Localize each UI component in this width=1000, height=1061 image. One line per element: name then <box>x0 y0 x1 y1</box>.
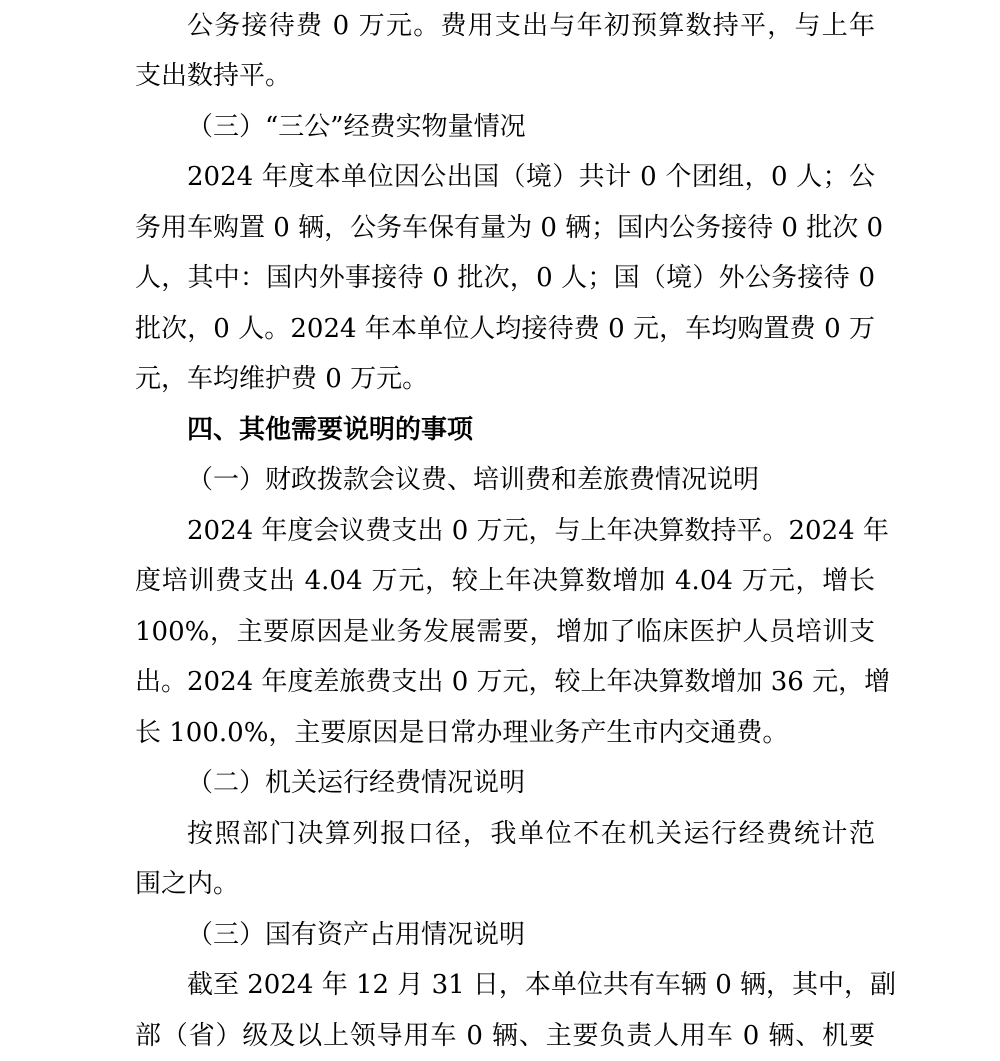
paragraph-line: 支出数持平。 <box>135 61 292 91</box>
section-heading: （一）财政拨款会议费、培训费和差旅费情况说明 <box>187 465 760 495</box>
paragraph-line: 元，车均维护费 0 万元。 <box>135 364 429 394</box>
section-heading: （二）机关运行经费情况说明 <box>187 768 526 798</box>
paragraph-line: 长 100.0%，主要原因是日常办理业务产生市内交通费。 <box>135 718 789 748</box>
section-heading: （三）“三公”经费实物量情况 <box>187 112 526 142</box>
paragraph-line: 100%，主要原因是业务发展需要，增加了临床医护人员培训支 <box>135 617 875 647</box>
paragraph-line: 批次，0 人。2024 年本单位人均接待费 0 元，车均购置费 0 万 <box>135 314 875 344</box>
paragraph-line: 截至 2024 年 12 月 31 日，本单位共有车辆 0 辆，其中，副 <box>187 970 896 1000</box>
paragraph-line: 部（省）级及以上领导用车 0 辆、主要负责人用车 0 辆、机要 <box>135 1021 875 1051</box>
paragraph-line: 2024 年度本单位因公出国（境）共计 0 个团组，0 人；公 <box>187 162 875 192</box>
paragraph-line: 2024 年度会议费支出 0 万元，与上年决算数持平。2024 年 <box>187 516 889 546</box>
paragraph-line: 公务接待费 0 万元。费用支出与年初预算数持平，与上年 <box>187 11 875 41</box>
chapter-heading: 四、其他需要说明的事项 <box>187 415 474 445</box>
paragraph-line: 出。2024 年度差旅费支出 0 万元，较上年决算数增加 36 元，增 <box>135 667 891 697</box>
paragraph-line: 人，其中：国内外事接待 0 批次，0 人；国（境）外公务接待 0 <box>135 263 875 293</box>
paragraph-line: 度培训费支出 4.04 万元，较上年决算数增加 4.04 万元，增长 <box>135 566 875 596</box>
paragraph-line: 围之内。 <box>135 869 240 899</box>
paragraph-line: 务用车购置 0 辆，公务车保有量为 0 辆；国内公务接待 0 批次 0 <box>135 213 884 243</box>
section-heading: （三）国有资产占用情况说明 <box>187 920 526 950</box>
paragraph-line: 按照部门决算列报口径，我单位不在机关运行经费统计范 <box>187 819 875 849</box>
